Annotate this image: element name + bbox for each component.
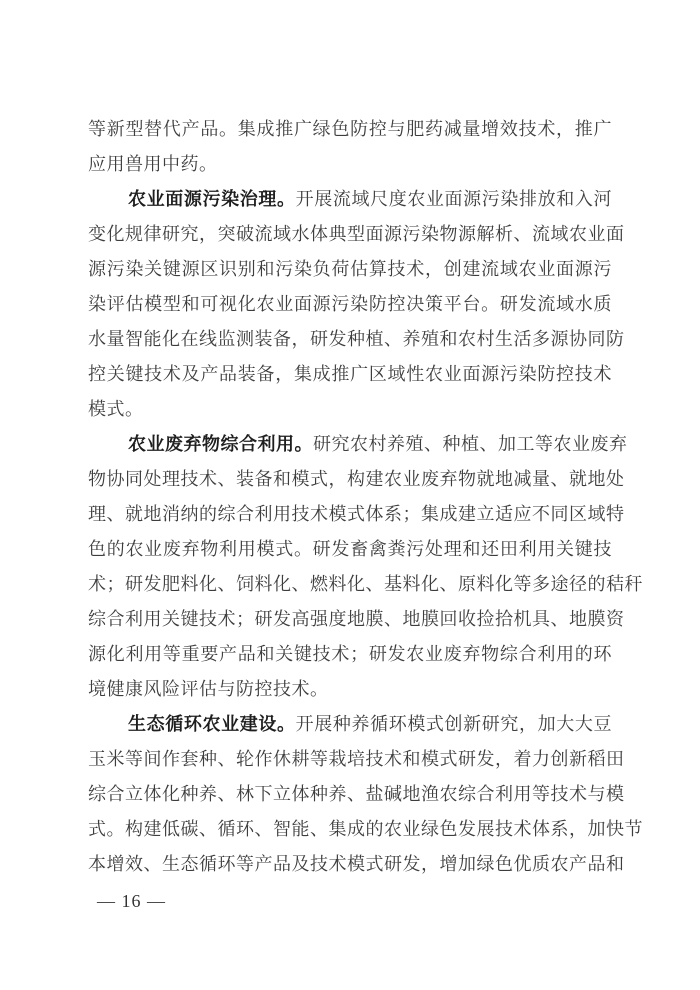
text-line: 玉米等间作套种、轮作休耕等栽培技术和模式研发，着力创新稻田 xyxy=(88,749,625,769)
text-line: 综合利用关键技术；研发高强度地膜、地膜回收捡拾机具、地膜资 xyxy=(88,609,625,629)
text-line: 综合立体化种养、林下立体种养、盐碱地渔农综合利用等技术与模 xyxy=(88,784,625,804)
paragraph-heading: 农业面源污染治理。 xyxy=(128,189,296,209)
document-body xyxy=(88,112,643,882)
text-line: 术；研发肥料化、饲料化、燃料化、基料化、原料化等多途径的秸秆 xyxy=(88,574,643,594)
text-line: 式。构建低碳、循环、智能、集成的农业绿色发展技术体系，加快节 xyxy=(88,819,643,839)
text-line: 应用兽用中药。 xyxy=(88,154,218,174)
text-run: 研究农村养殖、种植、加工等农业废弃 xyxy=(313,434,628,454)
text-line: 源化利用等重要产品和关键技术；研发农业废弃物综合利用的环 xyxy=(88,644,612,664)
text-line: 境健康风险评估与防控技术。 xyxy=(88,679,329,699)
text-line: 本增效、生态循环等产品及技术模式研发，增加绿色优质农产品和 xyxy=(88,854,625,874)
text-line: 模式。 xyxy=(88,399,144,419)
text-line: 染评估模型和可视化农业面源污染防控决策平台。研发流域水质 xyxy=(88,294,612,314)
text-line: 色的农业废弃物利用模式。研发畜禽粪污处理和还田利用关键技 xyxy=(88,539,612,559)
page-number: — 16 — xyxy=(97,891,166,911)
paragraph-heading: 农业废弃物综合利用。 xyxy=(128,434,313,454)
text-run: 开展种养循环模式创新研究，加大大豆 xyxy=(295,714,613,734)
text-line: 等新型替代产品。集成推广绿色防控与肥药减量增效技术，推广 xyxy=(88,119,612,139)
text-line: 变化规律研究，突破流域水体典型面源污染物源解析、流域农业面 xyxy=(88,224,625,244)
text-line xyxy=(88,182,612,217)
paragraph-heading: 生态循环农业建设。 xyxy=(128,714,296,734)
text-line xyxy=(88,707,612,742)
text-line xyxy=(88,427,628,462)
text-line: 理、就地消纳的综合利用技术模式体系；集成建立适应不同区域特 xyxy=(88,504,625,524)
text-line: 水量智能化在线监测装备，研发种植、养殖和农村生活多源协同防 xyxy=(88,329,625,349)
text-run: 开展流域尺度农业面源污染排放和入河 xyxy=(295,189,613,209)
text-line: 控关键技术及产品装备，集成推广区域性农业面源污染防控技术 xyxy=(88,364,612,384)
text-line: 物协同处理技术、装备和模式，构建农业废弃物就地减量、就地处 xyxy=(88,469,625,489)
text-line: 源污染关键源区识别和污染负荷估算技术，创建流域农业面源污 xyxy=(88,259,612,279)
